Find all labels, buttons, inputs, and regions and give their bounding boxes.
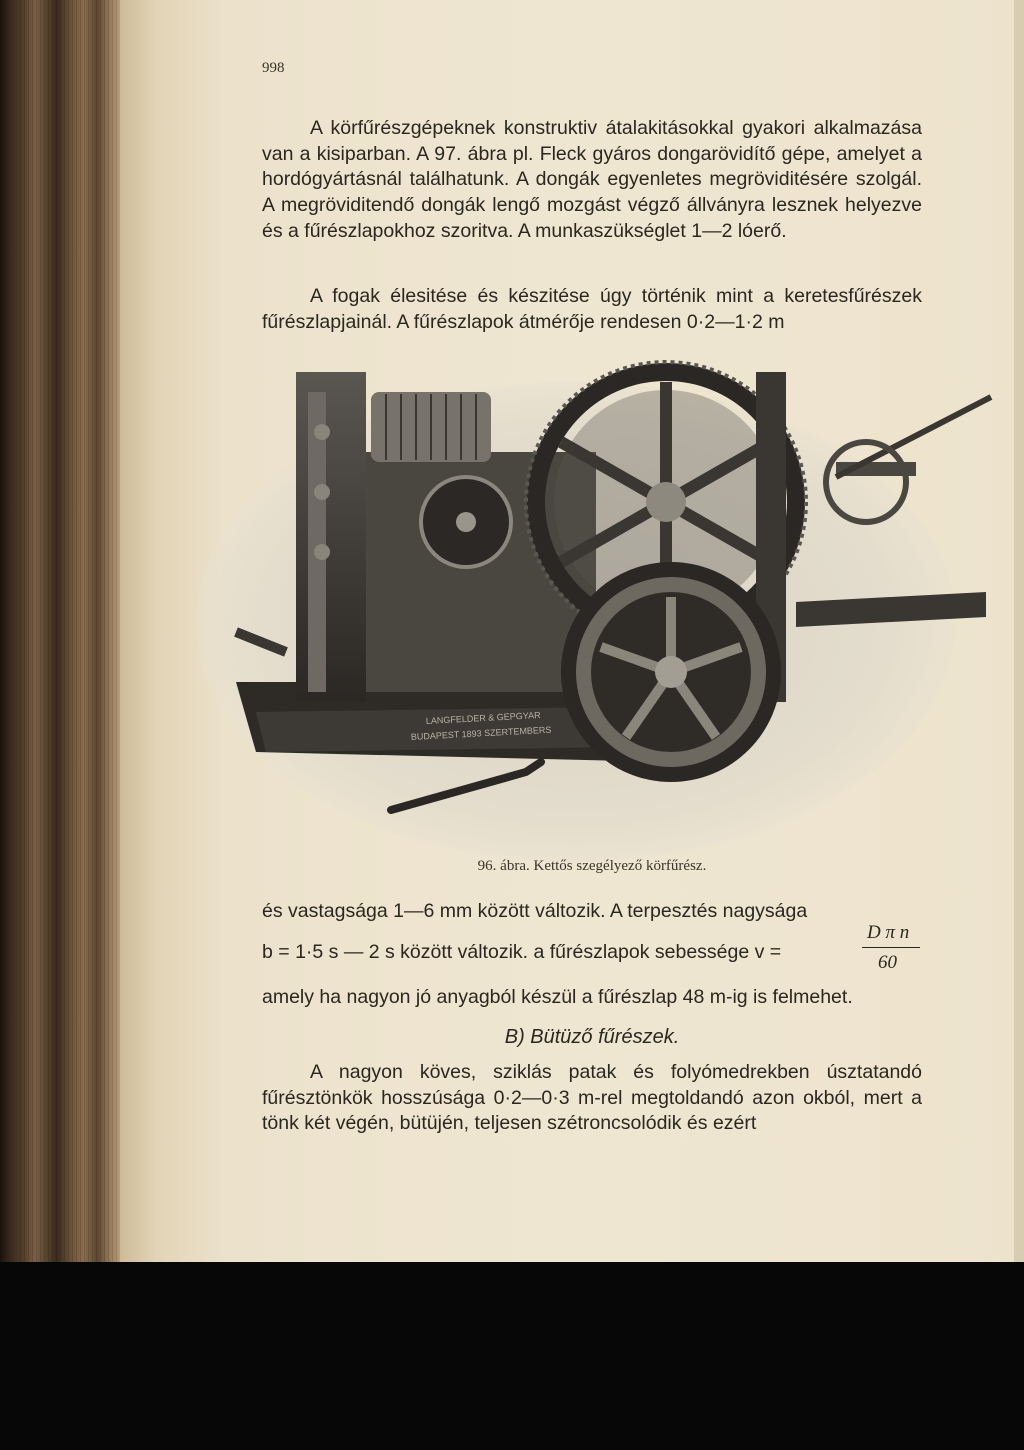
maker-plate-text-1: LANGFELDER & GEPGYAR	[425, 709, 541, 726]
paragraph-2: A fogak élesitése és készitése úgy történik mint a keretesfűrészek fűrészlapjainál. A fűrészlapok átmérője rendesen 0·2—1·2 m	[262, 285, 922, 333]
page-number: 998	[262, 60, 285, 76]
machine-illustration	[196, 352, 1008, 862]
text-line-formula: b = 1·5 s — 2 s között változik. a fűrészlapok sebessége v =	[262, 941, 782, 963]
formula-numerator: D π n	[867, 922, 910, 943]
page-edges	[20, 0, 130, 1262]
maker-plate-text-2: BUDAPEST 1893 SZERTEMBERS	[410, 724, 552, 742]
section-heading: B) Bütüző fűrészek.	[504, 1026, 680, 1048]
page-right-edge	[1014, 0, 1024, 1262]
paragraph-1: A körfűrészgépeknek konstruktiv átalakitásokkal gyakori alkalmazása van a kisiparban. A 97. ábra pl. Fleck gyáros dongarövidítő gépe, amelyet a hordógyártásnál találhatunk. A dongák egyenletes megröviditésére szolgál. A megröviditendő dongák lengő mozgást végző állványra lesznek helyezve és a fűrészlapokhoz szoritva. A munkaszükséglet 1—2 lóerő.	[262, 117, 922, 242]
paragraph-3: A nagyon köves, sziklás patak és folyómedrekben úsztatandó fűrésztönkök hosszúsága 0·2—0·3 m-rel megtoldandó azon okból, mert a tönk két végén, bütüjén, teljesen szétroncsolódik és ezért	[262, 1061, 922, 1135]
text-line-amely: amely ha nagyon jó anyagból készül a fűrészlap 48 m-ig is felmehet.	[262, 986, 853, 1008]
figure-caption: 96. ábra. Kettős szegélyező körfűrész.	[477, 858, 707, 874]
text-line-thickness: és vastagsága 1—6 mm között változik. A terpesztés nagysága	[262, 900, 808, 922]
scan-background	[0, 1262, 1024, 1450]
formula-denominator: 60	[878, 952, 897, 973]
